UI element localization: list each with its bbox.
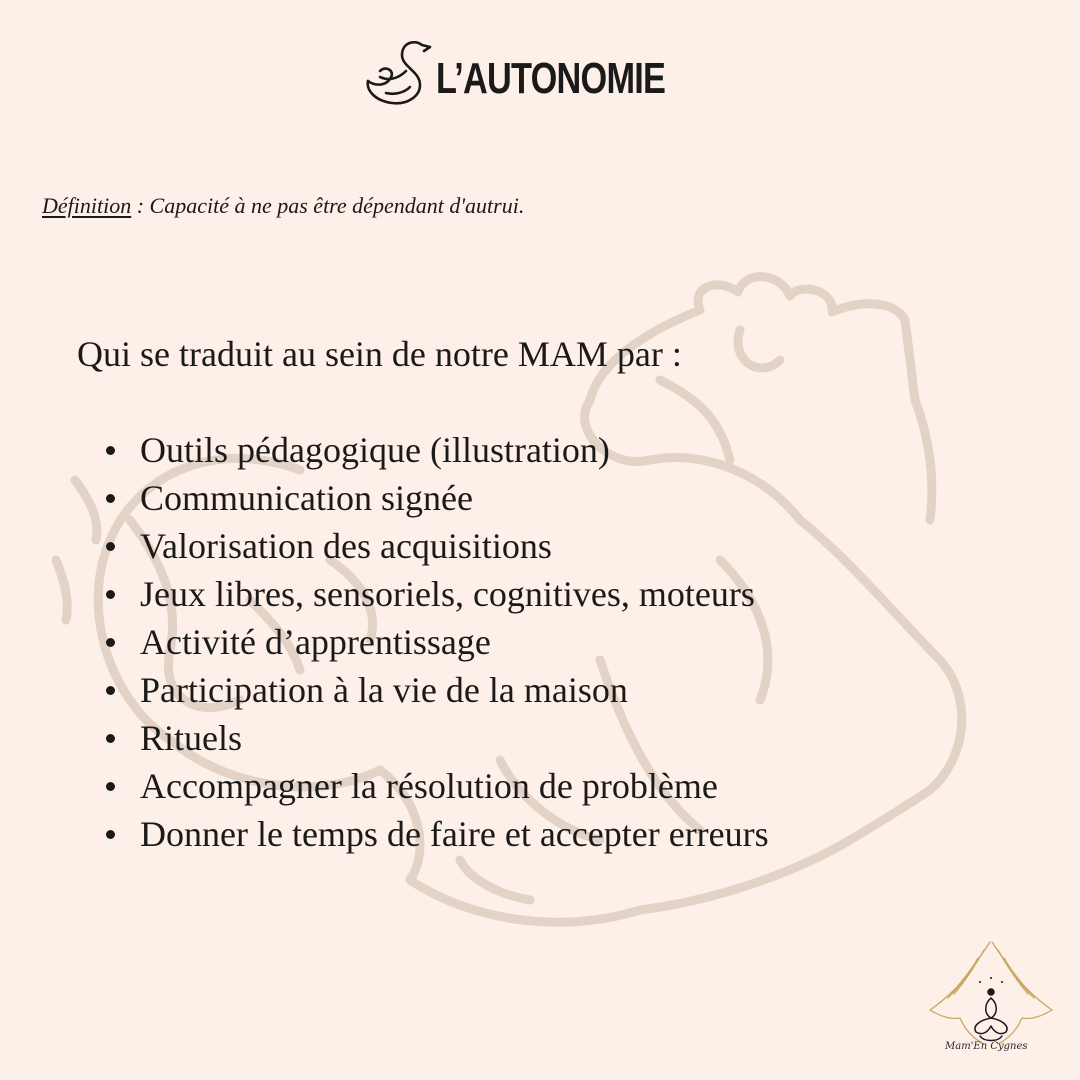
- bullet-icon: [106, 590, 115, 599]
- list-item-label: Activité d’apprentissage: [140, 622, 491, 662]
- bullet-icon: [106, 782, 115, 791]
- list-item-label: Communication signée: [140, 478, 473, 518]
- definition-text: [42, 193, 524, 219]
- list-item: [100, 570, 769, 618]
- bullet-list: [100, 426, 769, 858]
- header: [362, 34, 730, 114]
- list-item-label: Rituels: [140, 718, 243, 758]
- bullet-icon: [106, 638, 115, 647]
- list-item-label: Valorisation des acquisitions: [140, 526, 552, 566]
- list-item-label: Participation à la vie de la maison: [140, 670, 628, 710]
- list-item-label: Outils pédagogique (illustration): [140, 430, 610, 470]
- list-item: [100, 762, 769, 810]
- list-item-label: Jeux libres, sensoriels, cognitives, moteurs: [140, 574, 755, 614]
- intro-text: Qui se traduit au sein de notre MAM par :: [77, 334, 682, 374]
- list-item-label: Donner le temps de faire et accepter erreurs: [140, 814, 769, 854]
- brand-name: Mam'En Cygnes: [945, 1041, 1028, 1052]
- bullet-icon: [106, 494, 115, 503]
- list-item: [100, 426, 769, 474]
- swan-icon: [362, 37, 434, 111]
- definition-label: Définition: [42, 193, 132, 218]
- bullet-icon: [106, 446, 115, 455]
- list-item: [100, 810, 769, 858]
- bullet-icon: [106, 686, 115, 695]
- bullet-icon: [106, 830, 115, 839]
- list-item-label: Accompagner la résolution de problème: [140, 766, 718, 806]
- definition-body: : Capacité à ne pas être dépendant d'autrui.: [131, 193, 525, 218]
- list-item: [100, 618, 769, 666]
- bullet-icon: [106, 542, 115, 551]
- list-item: [100, 666, 769, 714]
- list-item: [100, 522, 769, 570]
- bullet-icon: [106, 734, 115, 743]
- list-item: [100, 474, 769, 522]
- page-title: L’AUTONOMIE: [436, 54, 666, 103]
- list-item: [100, 714, 769, 762]
